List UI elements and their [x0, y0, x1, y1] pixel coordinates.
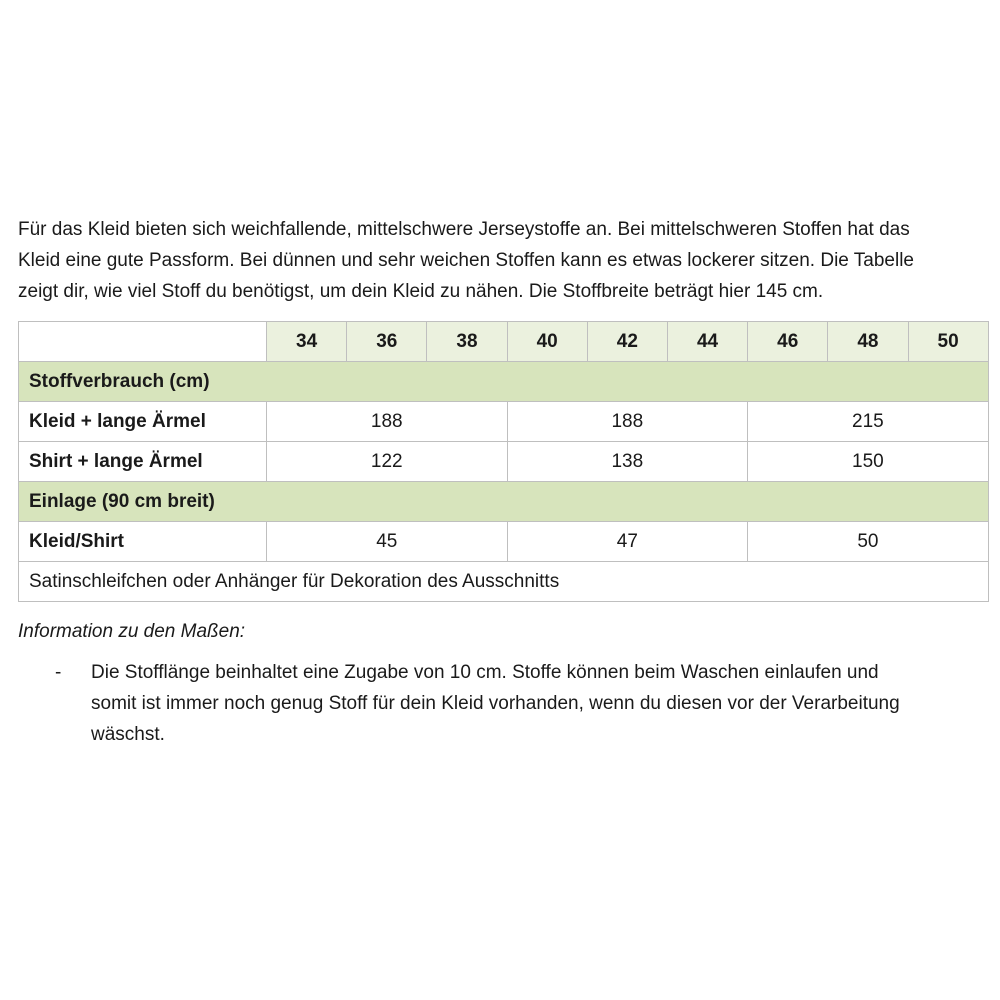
size-header: 46	[748, 322, 828, 362]
row-label-kleid: Kleid + lange Ärmel	[19, 402, 267, 442]
table-row	[19, 402, 989, 442]
table-cell: 188	[267, 402, 508, 442]
size-header: 50	[908, 322, 988, 362]
section-row-fabric	[19, 362, 989, 402]
table-row	[19, 442, 989, 482]
size-header-row	[19, 322, 989, 362]
table-cell: 45	[267, 522, 508, 562]
size-header: 44	[667, 322, 747, 362]
table-cell: 138	[507, 442, 748, 482]
size-header: 40	[507, 322, 587, 362]
info-title: Information zu den Maßen:	[18, 621, 246, 642]
row-label-einlage: Kleid/Shirt	[19, 522, 267, 562]
table-row	[19, 522, 989, 562]
size-header: 38	[427, 322, 507, 362]
section-row-interfacing	[19, 482, 989, 522]
corner-cell	[19, 322, 267, 362]
size-header: 36	[347, 322, 427, 362]
size-header: 34	[267, 322, 347, 362]
fabric-table	[18, 321, 989, 602]
info-bullet	[18, 657, 988, 750]
table-cell: 50	[748, 522, 989, 562]
document	[18, 214, 988, 750]
intro-paragraph: Für das Kleid bieten sich weichfallende, mittelschwere Jerseystoffe an. Bei mittelschweren Stoffen hat das Kleid eine gute Passform. Bei dünnen und sehr weichen Stoffen kann es etwas lockerer sitzen. Die Tabelle zeigt dir, wie viel Stoff du benötigst, um dein Kleid zu nähen. Die Stoffbreite beträgt hier 145 cm.	[18, 219, 914, 302]
table-cell: 150	[748, 442, 989, 482]
note-cell: Satinschleifchen oder Anhänger für Dekoration des Ausschnitts	[19, 562, 989, 602]
size-header: 42	[587, 322, 667, 362]
table-cell: 188	[507, 402, 748, 442]
table-row	[19, 562, 989, 602]
row-label-shirt: Shirt + lange Ärmel	[19, 442, 267, 482]
size-header: 48	[828, 322, 908, 362]
table-cell: 47	[507, 522, 748, 562]
bullet-text: Die Stofflänge beinhaltet eine Zugabe von 10 cm. Stoffe können beim Waschen einlaufen und somit ist immer noch genug Stoff für dein Kleid vorhanden, wenn du diesen vor der Verarbeitung wäschst.	[91, 662, 900, 745]
section-title-interfacing: Einlage (90 cm breit)	[19, 482, 989, 522]
bullet-dash: -	[55, 662, 62, 683]
section-title-fabric: Stoffverbrauch (cm)	[19, 362, 989, 402]
table-cell: 215	[748, 402, 989, 442]
table-cell: 122	[267, 442, 508, 482]
